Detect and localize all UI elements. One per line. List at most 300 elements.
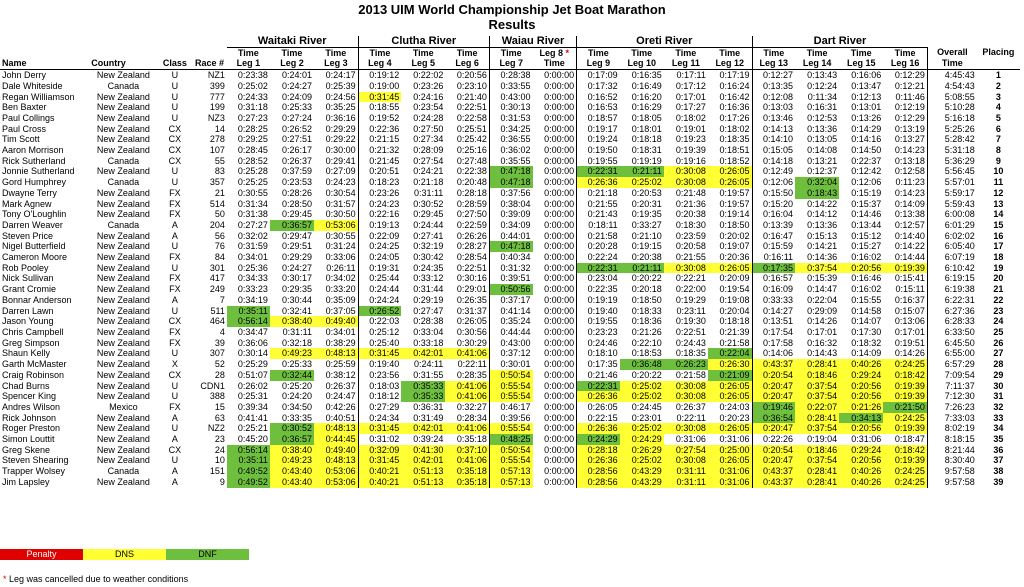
- leg-time: 0:15:59: [752, 241, 795, 252]
- racer-class: U: [171, 391, 179, 402]
- leg-time: 0:28:41: [795, 413, 839, 424]
- leg-time: 0:37:54: [795, 391, 839, 402]
- overall-time: 8:18:15: [927, 434, 976, 445]
- race-number: NZ2: [207, 423, 225, 434]
- leg-time: 0:21:58: [719, 337, 750, 348]
- leg-time: 0:32:19: [413, 241, 444, 252]
- leg-time: 0:22:09: [358, 231, 401, 242]
- leg-time: 0:35:25: [325, 102, 356, 113]
- placing: 3: [995, 91, 1001, 102]
- footnote-text: Leg was cancelled due to weather conditions: [9, 574, 189, 584]
- leg-time: 0:22:15: [577, 413, 620, 424]
- leg-time: 0:17:09: [577, 70, 620, 81]
- racer-class: U: [171, 455, 179, 466]
- leg-time: 0:19:39: [883, 381, 927, 392]
- racer-name: Cameron Moore: [2, 252, 68, 263]
- leg-time: 0:50:54: [489, 370, 532, 381]
- table-row: [0, 466, 1020, 477]
- leg-time: 0:26:36: [577, 391, 620, 402]
- table-row: [0, 102, 1020, 113]
- leg-time: 0:25:59: [325, 359, 356, 370]
- leg-time: 0:26:05: [708, 263, 752, 274]
- leg-time: 0:28:34: [456, 412, 487, 423]
- leg-time: 0:24:47: [325, 391, 356, 402]
- col-header-top: Time: [412, 47, 434, 58]
- leg-time: 0:17:26: [719, 112, 750, 123]
- leg-time: 0:33:23: [237, 284, 268, 295]
- leg-time: 0:17:35: [577, 359, 620, 370]
- leg-time: 0:22:37: [851, 155, 882, 166]
- leg-time: 0:51:13: [401, 466, 445, 477]
- leg-time: 0:23:59: [675, 230, 706, 241]
- leg-time: 0:00:00: [544, 198, 575, 209]
- leg-time: 0:41:06: [445, 381, 489, 392]
- leg-time: 0:36:16: [325, 112, 356, 123]
- race-number: 107: [209, 145, 225, 156]
- placing: 31: [993, 391, 1004, 402]
- leg-time: 0:19:50: [577, 145, 620, 156]
- racer-name: Andres Wilson: [2, 401, 61, 412]
- leg-time: 0:19:39: [883, 391, 927, 402]
- leg-time: 0:28:38: [489, 70, 532, 81]
- leg-time: 0:21:36: [675, 198, 706, 209]
- leg-time: 0:28:45: [237, 145, 268, 156]
- racer-class: FX: [169, 284, 181, 295]
- leg-time: 0:40:21: [358, 477, 401, 488]
- leg-time: 0:17:01: [894, 326, 925, 337]
- leg-time: 0:18:02: [675, 112, 706, 123]
- leg-time: 0:40:26: [839, 359, 883, 370]
- racer-class: A: [171, 219, 178, 230]
- leg-time: 0:34:02: [325, 273, 356, 284]
- leg-time: 0:23:56: [358, 370, 401, 381]
- leg-time: 0:36:57: [270, 220, 314, 231]
- leg-time: 0:23:10: [456, 80, 487, 91]
- leg-time: 0:17:01: [807, 326, 838, 337]
- col-header-bottom: Leg 12: [708, 58, 752, 69]
- racer-country: New Zealand: [96, 70, 150, 81]
- table-row: [0, 359, 1020, 370]
- leg-time: 0:18:50: [719, 219, 750, 230]
- leg-time: 0:26:29: [620, 445, 664, 456]
- header-row-top: [0, 47, 1020, 58]
- table-row: [0, 455, 1020, 466]
- racer-country: New Zealand: [96, 434, 150, 445]
- leg-time: 0:26:52: [282, 123, 313, 134]
- overall-time: 7:33:03: [927, 413, 976, 424]
- leg-time: 0:18:47: [894, 434, 925, 445]
- leg-time: 0:51:13: [401, 477, 445, 488]
- leg-time: 0:14:21: [807, 241, 838, 252]
- col-header-bottom: Leg 5: [401, 58, 445, 69]
- racer-class: U: [171, 166, 179, 177]
- leg-time: 0:19:57: [719, 187, 750, 198]
- leg-time: 0:23:01: [631, 412, 662, 423]
- leg-time: 0:20:28: [577, 241, 620, 252]
- racer-country: New Zealand: [96, 369, 150, 380]
- racer-class: U: [171, 91, 179, 102]
- leg-time: 0:18:32: [851, 337, 882, 348]
- leg-time: 0:00:00: [544, 412, 575, 423]
- leg-time: 0:31:02: [358, 434, 401, 445]
- col-header-top: [158, 47, 193, 58]
- leg-time: 0:18:18: [631, 134, 662, 145]
- race-number: 514: [209, 198, 225, 209]
- leg-time: 0:28:56: [577, 466, 620, 477]
- leg-time: 0:28:09: [413, 145, 444, 156]
- leg-time: 0:24:24: [358, 295, 401, 306]
- leg-time: 0:24:44: [413, 219, 444, 230]
- leg-time: 0:22:04: [807, 294, 838, 305]
- leg-time: 0:22:07: [795, 402, 839, 413]
- race-number: 55: [214, 155, 225, 166]
- leg-time: 0:29:09: [807, 305, 838, 316]
- leg-time: 0:14:23: [894, 145, 925, 156]
- leg-time: 0:40:26: [839, 466, 883, 477]
- race-number: 84: [214, 252, 225, 263]
- col-header-bottom: Leg 3: [314, 58, 358, 69]
- placing: 32: [993, 401, 1004, 412]
- leg-time: 0:37:17: [489, 295, 532, 306]
- leg-time: 0:13:03: [752, 102, 795, 113]
- placing: 10: [993, 166, 1004, 177]
- leg-time: 0:34:19: [237, 294, 268, 305]
- leg-time: 0:39:56: [489, 413, 532, 424]
- leg-time: 0:13:39: [752, 220, 795, 231]
- leg-time: 0:21:43: [577, 209, 620, 220]
- table-row: [0, 252, 1020, 263]
- leg-time: 0:20:31: [631, 198, 662, 209]
- racer-class: A: [171, 476, 178, 487]
- leg-time: 0:25:02: [620, 381, 664, 392]
- leg-time: 0:29:41: [325, 155, 356, 166]
- race-number: 4: [219, 326, 225, 337]
- leg-time: 0:26:36: [577, 177, 620, 188]
- leg-time: 0:23:26: [413, 80, 444, 91]
- leg-time: 0:24:09: [282, 91, 313, 102]
- river-waitaki: Waitaki River: [227, 36, 358, 47]
- leg-time: 0:19:55: [577, 156, 620, 167]
- leg-time: 0:19:51: [894, 337, 925, 348]
- racer-name: Paul Collings: [2, 112, 55, 123]
- leg-time: 0:42:01: [401, 423, 445, 434]
- leg-time: 0:42:01: [401, 348, 445, 359]
- leg-time: 0:12:21: [894, 80, 925, 91]
- table-row: [0, 381, 1020, 392]
- table-row: [0, 284, 1020, 295]
- leg-time: 0:32:02: [237, 230, 268, 241]
- leg-time: 0:30:13: [489, 102, 532, 113]
- leg-time: 0:00:00: [544, 230, 575, 241]
- leg-time: 0:19:17: [577, 124, 620, 135]
- leg-time: 0:30:16: [456, 273, 487, 284]
- leg-time: 0:20:58: [675, 241, 706, 252]
- leg-time: 0:00:00: [544, 209, 575, 220]
- leg-time: 0:17:30: [851, 326, 882, 337]
- leg-time: 0:18:05: [631, 112, 662, 123]
- leg-time: 0:30:01: [489, 359, 532, 370]
- leg-time: 0:37:54: [795, 263, 839, 274]
- leg-time: 0:19:19: [631, 155, 662, 166]
- leg-time: 0:48:13: [314, 455, 358, 466]
- leg-time: 0:16:31: [807, 102, 838, 113]
- placing: 5: [995, 112, 1001, 123]
- leg-time: 0:44:44: [489, 327, 532, 338]
- leg-time: 0:19:39: [675, 145, 706, 156]
- table-row: [0, 402, 1020, 413]
- col-header-top: Placing: [982, 47, 1015, 58]
- leg-time: 0:19:54: [719, 284, 750, 295]
- leg-time: 0:26:37: [282, 155, 313, 166]
- table-row: [0, 156, 1020, 167]
- leg-time: 0:38:29: [325, 337, 356, 348]
- leg-time: 0:19:12: [358, 70, 401, 81]
- leg-time: 0:18:46: [795, 370, 839, 381]
- col-header-top: Time: [456, 47, 478, 58]
- race-number: 399: [209, 80, 225, 91]
- race-number: 151: [209, 466, 225, 477]
- leg-time: 0:20:36: [719, 252, 750, 263]
- leg-time: 0:48:13: [314, 348, 358, 359]
- leg-time: 0:31:59: [237, 241, 268, 252]
- leg-time: 0:19:39: [883, 455, 927, 466]
- leg-time: 0:30:08: [664, 455, 708, 466]
- leg-time: 0:13:27: [894, 134, 925, 145]
- leg-time: 0:55:54: [489, 391, 532, 402]
- leg-time: 0:31:45: [358, 423, 401, 434]
- leg-time: 0:13:36: [807, 219, 838, 230]
- overall-time: 6:45:50: [927, 338, 976, 349]
- leg-time: 0:20:56: [456, 70, 487, 81]
- col-header-top: Time: [577, 47, 620, 58]
- leg-time: 0:20:38: [675, 209, 706, 220]
- race-number: 24: [214, 444, 225, 455]
- leg-time: 0:39:34: [237, 401, 268, 412]
- leg-time: 0:21:32: [358, 145, 401, 156]
- leg-time: 0:31:06: [851, 434, 882, 445]
- leg-time: 0:19:30: [675, 316, 706, 327]
- leg-time: 0:53:06: [314, 477, 358, 488]
- leg-time: 0:29:19: [413, 294, 444, 305]
- leg-time: 0:00:00: [544, 391, 575, 402]
- leg-time: 0:20:04: [719, 305, 750, 316]
- leg-time: 0:14:10: [752, 134, 795, 145]
- leg-time: 0:29:01: [456, 284, 487, 295]
- leg-time: 0:29:24: [839, 370, 883, 381]
- leg-time: 0:21:39: [719, 326, 750, 337]
- leg-time: 0:18:36: [631, 316, 662, 327]
- race-number: 199: [209, 102, 225, 113]
- leg-time: 0:22:16: [358, 209, 401, 220]
- leg-time: 0:24:25: [883, 359, 927, 370]
- leg-time: 0:11:34: [807, 91, 838, 102]
- leg-time: 0:30:52: [270, 423, 314, 434]
- leg-time: 0:16:37: [894, 294, 925, 305]
- placing: 7: [995, 134, 1001, 145]
- leg-time: 0:17:54: [752, 327, 795, 338]
- placing: 36: [993, 444, 1004, 455]
- leg-time: 0:49:52: [227, 477, 270, 488]
- leg-time: 0:31:06: [675, 434, 706, 445]
- leg-time: 0:56:14: [227, 445, 270, 456]
- leg-time: 0:29:45: [282, 209, 313, 220]
- leg-time: 0:30:55: [237, 187, 268, 198]
- overall-time: 6:01:29: [927, 220, 976, 231]
- leg-time: 0:26:37: [675, 401, 706, 412]
- leg-time: 0:29:22: [325, 134, 356, 145]
- leg-time: 0:37:54: [795, 455, 839, 466]
- racer-name: Steven Price: [2, 230, 54, 241]
- leg-time: 0:30:08: [664, 166, 708, 177]
- overall-time: 5:56:45: [927, 166, 976, 177]
- overall-time: 5:59:43: [927, 199, 976, 210]
- leg-time: 0:21:40: [456, 91, 487, 102]
- leg-time: 0:30:55: [325, 230, 356, 241]
- leg-time: 0:34:50: [282, 401, 313, 412]
- leg-time: 0:16:52: [577, 92, 620, 103]
- race-number: 388: [209, 391, 225, 402]
- leg-time: 0:30:42: [413, 252, 444, 263]
- racer-name: Aaron Morrison: [2, 145, 64, 156]
- leg-time: 0:16:20: [631, 91, 662, 102]
- leg-time: 0:20:56: [839, 455, 883, 466]
- leg-time: 0:33:06: [325, 252, 356, 263]
- leg-time: 0:24:11: [413, 359, 444, 370]
- table-row: [0, 124, 1020, 135]
- leg-time: 0:14:26: [807, 316, 838, 327]
- leg-time: 0:20:48: [456, 177, 487, 188]
- leg-time: 0:36:55: [489, 134, 532, 145]
- leg-time: 0:40:21: [358, 466, 401, 477]
- leg-time: 0:27:50: [413, 123, 444, 134]
- leg-time: 0:16:02: [851, 252, 882, 263]
- leg-time: 0:20:54: [752, 370, 795, 381]
- leg-time: 0:25:16: [456, 145, 487, 156]
- overall-time: 6:00:08: [927, 209, 976, 220]
- leg-time: 0:14:47: [807, 284, 838, 295]
- leg-time: 0:27:48: [456, 155, 487, 166]
- leg-time: 0:22:51: [675, 326, 706, 337]
- leg-time: 0:33:33: [752, 295, 795, 306]
- leg-time: 0:42:01: [401, 455, 445, 466]
- leg-time: 0:00:00: [544, 466, 575, 477]
- leg-time: 0:28:27: [456, 241, 487, 252]
- racer-class: U: [171, 380, 179, 391]
- overall-time: 6:33:50: [927, 327, 976, 338]
- table-row: [0, 209, 1020, 220]
- racer-country: Mexico: [109, 401, 138, 412]
- leg-time: 0:00:00: [544, 187, 575, 198]
- leg-time: 0:19:29: [675, 294, 706, 305]
- leg-time: 0:26:52: [358, 306, 401, 317]
- overall-time: 7:12:30: [927, 391, 976, 402]
- leg-time: 0:12:57: [894, 219, 925, 230]
- racer-country: New Zealand: [96, 230, 150, 241]
- leg-time: 0:25:20: [282, 380, 313, 391]
- racer-class: A: [171, 294, 178, 305]
- racer-country: New Zealand: [96, 198, 150, 209]
- placing: 39: [993, 476, 1004, 487]
- leg-time: 0:30:54: [325, 187, 356, 198]
- leg-time: 0:39:09: [489, 209, 532, 220]
- placing: 13: [993, 198, 1004, 209]
- leg-time: 0:32:18: [282, 337, 313, 348]
- leg-time: 0:24:33: [237, 91, 268, 102]
- race-number: 357: [209, 177, 225, 188]
- placing: 6: [995, 123, 1001, 134]
- leg-time: 0:00:00: [544, 91, 575, 102]
- leg-time: 0:24:27: [282, 262, 313, 273]
- leg-time: 0:20:09: [719, 273, 750, 284]
- racer-name: Rick Sutherland: [2, 155, 66, 166]
- leg-time: 0:22:35: [577, 284, 620, 295]
- racer-name: John Derry: [2, 70, 47, 81]
- leg-time: 0:14:12: [807, 209, 838, 220]
- leg-time: 0:14:44: [894, 252, 925, 263]
- leg-time: 0:24:25: [883, 413, 927, 424]
- racer-name: Darren Lawn: [2, 305, 54, 316]
- leg-time: 0:31:55: [413, 369, 444, 380]
- racer-name: Roger Preston: [2, 423, 61, 434]
- leg-time: 0:22:03: [358, 316, 401, 327]
- leg-time: 0:34:47: [237, 326, 268, 337]
- leg-time: 0:26:05: [708, 177, 752, 188]
- leg-time: 0:38:40: [270, 445, 314, 456]
- leg-time: 0:00:00: [544, 284, 575, 295]
- col-header-bottom: Leg 1: [227, 58, 270, 69]
- leg-time: 0:21:26: [839, 402, 883, 413]
- col-header-bottom: Race #: [192, 58, 227, 69]
- table-row: [0, 338, 1020, 349]
- leg-time: 0:33:20: [325, 284, 356, 295]
- leg-time: 0:29:29: [325, 123, 356, 134]
- leg-time: 0:56:14: [227, 316, 270, 327]
- placing: 22: [993, 294, 1004, 305]
- leg-time: 0:18:11: [577, 220, 620, 231]
- racer-country: New Zealand: [96, 294, 150, 305]
- leg-time: 0:20:47: [752, 423, 795, 434]
- leg-time: 0:17:58: [752, 338, 795, 349]
- table-row: [0, 306, 1020, 317]
- leg-time: 0:23:54: [413, 102, 444, 113]
- leg-time: 0:15:55: [851, 294, 882, 305]
- race-number: 63: [214, 412, 225, 423]
- leg-time: 0:15:12: [851, 230, 882, 241]
- leg-time: 0:28:41: [795, 477, 839, 488]
- col-header-bottom: Class: [158, 58, 193, 69]
- leg-time: 0:16:49: [631, 80, 662, 91]
- leg-time: 0:23:11: [676, 305, 706, 316]
- race-number: CDN1: [200, 380, 225, 391]
- col-header-top: [192, 47, 227, 58]
- leg-time: 0:25:02: [237, 80, 268, 91]
- racer-name: Chad Burns: [2, 380, 50, 391]
- race-number: NZ1: [207, 70, 225, 81]
- placing: 17: [993, 241, 1004, 252]
- leg-time: 0:19:14: [719, 209, 750, 220]
- leg-time: 0:14:23: [894, 187, 925, 198]
- legend-dnf: DNF: [166, 549, 249, 560]
- leg-time: 0:24:23: [325, 177, 356, 188]
- racer-name: Darren Weaver: [2, 219, 63, 230]
- leg-time: 0:41:06: [445, 423, 489, 434]
- leg-time: 0:29:24: [839, 445, 883, 456]
- leg-time: 0:14:18: [752, 156, 795, 167]
- leg-time: 0:14:58: [851, 305, 882, 316]
- leg-time: 0:31:11: [282, 326, 313, 337]
- leg-time: 0:31:06: [708, 477, 752, 488]
- leg-time: 0:20:56: [839, 423, 883, 434]
